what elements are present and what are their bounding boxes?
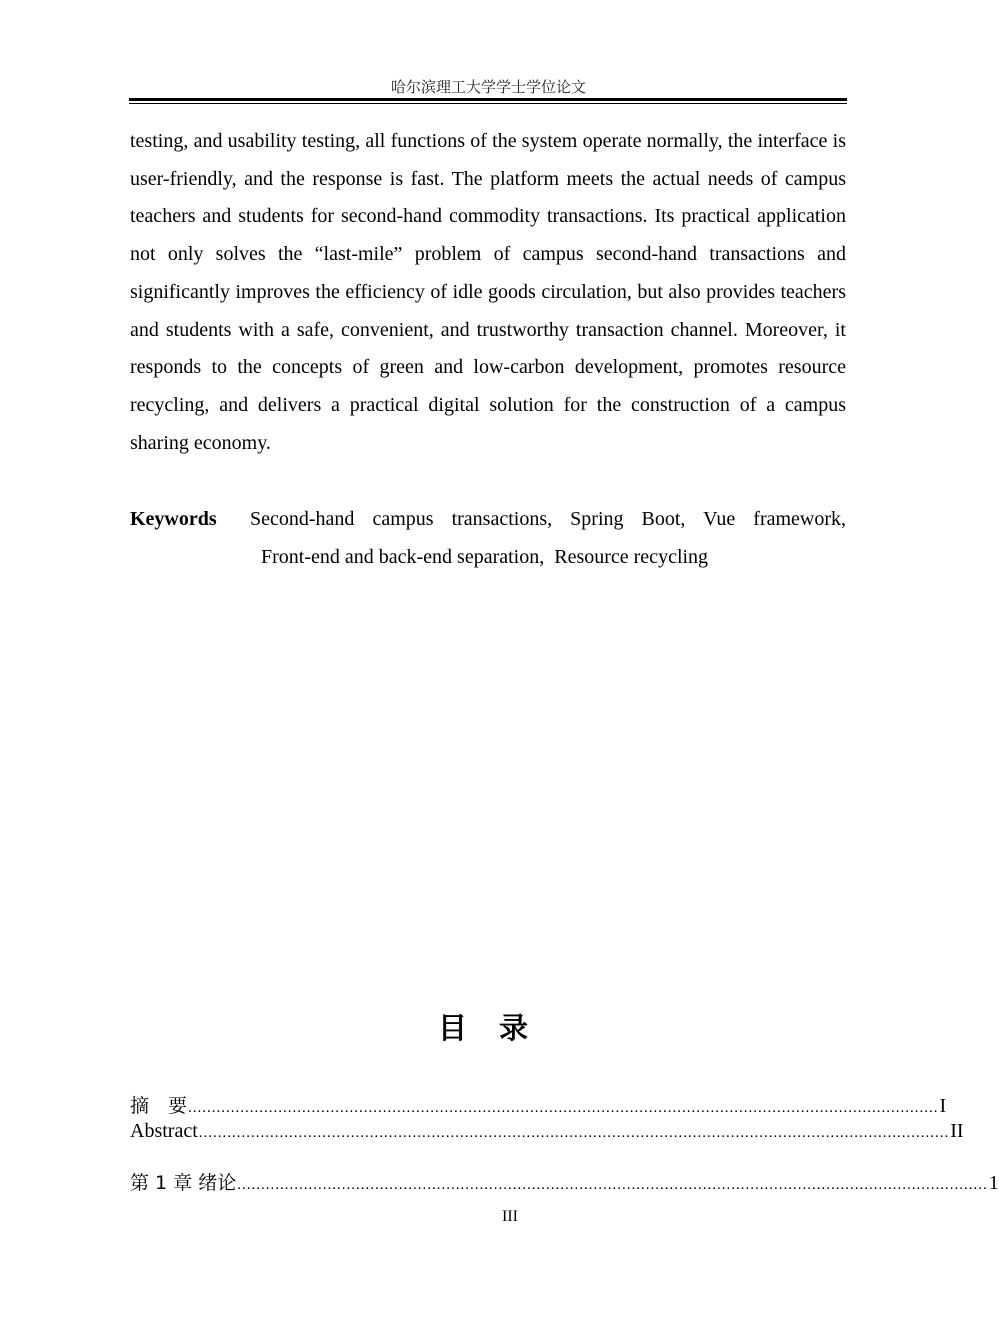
- keyword-item: Spring Boot,: [570, 508, 686, 530]
- keywords-line-2: [261, 538, 708, 576]
- header-rule-thin: [129, 103, 847, 104]
- toc-entry[interactable]: [130, 1170, 999, 1198]
- abstract-paragraph: testing, and usability testing, all functions of the system operate normally, the interface is user-friendly, and the response is fast. The platform meets the actual needs of campus teachers and students for second-hand commodity transactions. Its practical application not only solves the “last-mile” problem of campus second-hand transactions and significantly improves the efficiency of idle goods circulation, but also provides teachers and students with a safe, convenient, and trustworthy transaction channel. Moreover, it responds to the concepts of green and low-carbon development, promotes resource recycling, and delivers a practical digital solution for the construction of a campus sharing economy.: [130, 130, 846, 454]
- toc-entry[interactable]: [130, 1093, 947, 1121]
- toc-entry-label: Abstract: [130, 1120, 198, 1142]
- toc-entry-label: 第 1 章 绪论: [130, 1172, 237, 1194]
- keyword-item: Second-hand campus transactions,: [250, 508, 553, 530]
- page-number: III: [502, 1208, 518, 1225]
- toc-leader-dots: ..............................................................................................................................................................: [237, 1177, 988, 1193]
- header-rule-thick: [129, 98, 847, 101]
- running-header: 哈尔滨理工大学学士学位论文: [390, 80, 586, 96]
- keyword-item: Vue framework,: [703, 508, 847, 530]
- keywords-line-1: [250, 500, 846, 538]
- toc-entry[interactable]: [130, 1118, 964, 1146]
- toc-title: 目录: [437, 1011, 560, 1045]
- keywords-label: Keywords: [130, 508, 217, 530]
- toc-entry-page: II: [950, 1120, 964, 1142]
- toc-entry-label: 摘 要: [130, 1095, 188, 1117]
- toc-leader-dots: ..............................................................................................................................................................: [188, 1100, 939, 1116]
- toc-entry-page: 1: [988, 1172, 999, 1194]
- keyword-item: Front-end and back-end separation,: [261, 546, 545, 568]
- keyword-item: Resource recycling: [554, 546, 709, 568]
- toc-leader-dots: ..............................................................................................................................................................: [198, 1125, 950, 1141]
- toc-entry-page: I: [939, 1095, 947, 1117]
